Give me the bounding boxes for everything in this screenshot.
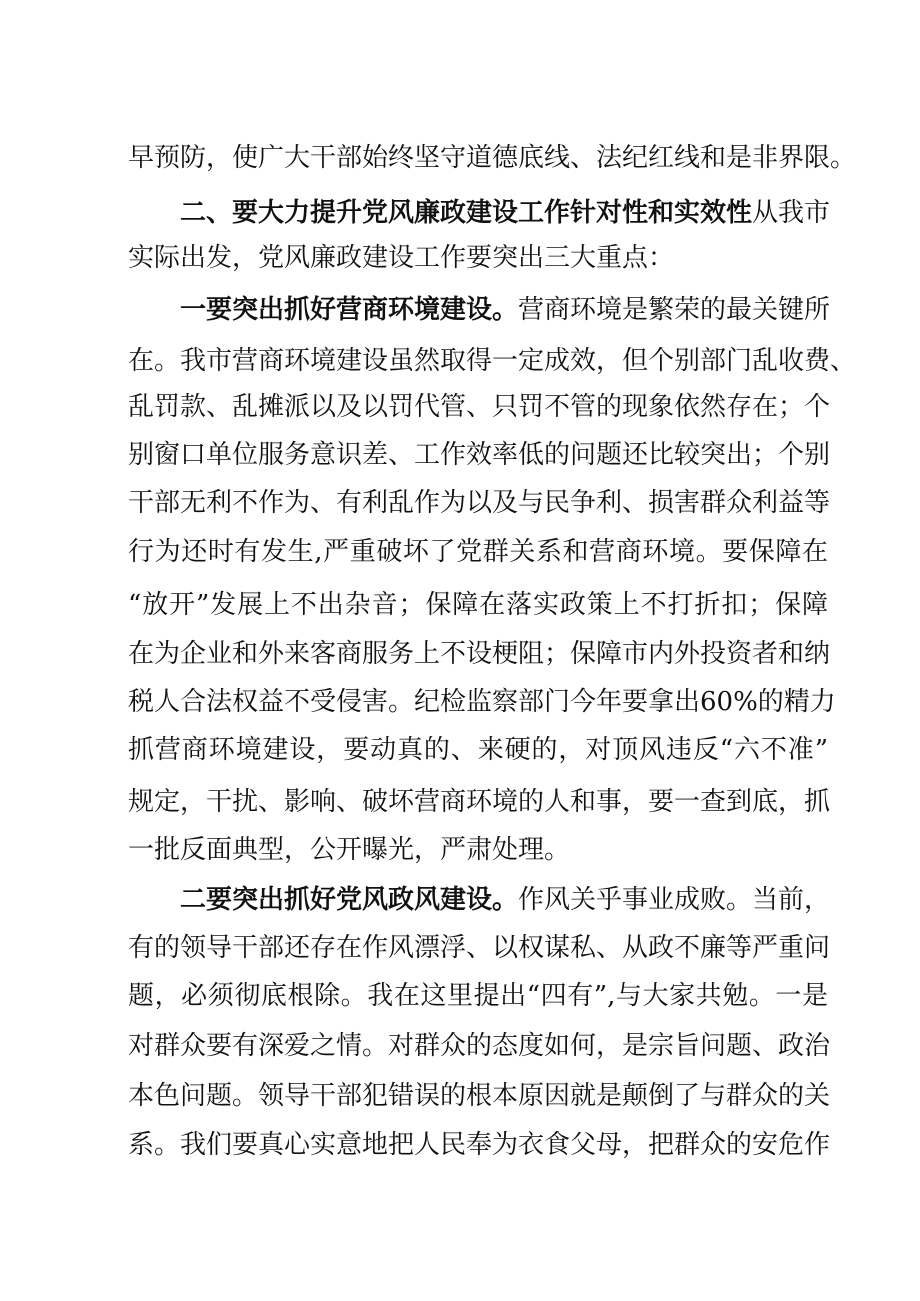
text-line: 本色问题。领导干部犯错误的根本原因就是颠倒了与群众的关: [128, 1081, 831, 1111]
subsection-heading: 一要突出抓好营商环境建设。: [180, 295, 519, 325]
text-line: 乱罚款、乱摊派以及以罚代管、只罚不管的现象依然存在；个: [128, 392, 831, 422]
text-line: 系。我们要真心实意地把人民奉为衣食父母，把群众的安危作: [128, 1130, 831, 1160]
text-line: “放开”发展上不出杂音；保障在落实政策上不打折扣；保障: [128, 590, 828, 620]
text-line: 别窗口单位服务意识差、工作效率低的问题还比较突出；个别: [128, 440, 831, 470]
text-line: 在为企业和外来客商服务上不设梗阻；保障市内外投资者和纳: [128, 639, 831, 669]
text-line: 题，必须彻底根除。我在这里提出“四有”,与大家共勉。一是: [128, 981, 828, 1011]
subsection-heading-line: 二要突出抓好党风政风建设。作风关乎事业成败。当前，: [180, 885, 831, 915]
text-line: 在。我市营商环境建设虽然取得一定成效，但个别部门乱收费、: [128, 346, 857, 376]
text-line: 干部无利不作为、有利乱作为以及与民争利、损害群众利益等: [128, 488, 831, 518]
text-line: 规定，干扰、影响、破坏营商环境的人和事，要一查到底，抓: [128, 787, 831, 817]
text-line: 税人合法权益不受侵害。纪检监察部门今年要拿出60%的精力: [128, 687, 836, 717]
text-line: 对群众要有深爱之情。对群众的态度如何，是宗旨问题、政治: [128, 1031, 831, 1061]
section-heading: 二、要大力提升党风廉政建设工作针对性和实效性: [180, 198, 753, 228]
text-line: 行为还时有发生,严重破坏了党群关系和营商环境。要保障在: [128, 537, 828, 567]
text-line: 抓营商环境建设，要动真的、来硬的，对顶风违反“六不准”: [128, 735, 828, 765]
text-line: 有的领导干部还存在作风漂浮、以权谋私、从政不廉等严重问: [128, 933, 831, 963]
subsection-heading-line: 一要突出抓好营商环境建设。营商环境是繁荣的最关键所: [180, 295, 831, 325]
section-heading-line: 二、要大力提升党风廉政建设工作针对性和实效性从我市: [180, 198, 831, 228]
text-line: 实际出发，党风廉政建设工作要突出三大重点：: [128, 243, 675, 273]
text-line: 早预防，使广大干部始终坚守道德底线、法纪红线和是非界限。: [128, 143, 857, 173]
subsection-heading: 二要突出抓好党风政风建设。: [180, 885, 519, 915]
text-line: 一批反面典型，公开曝光，严肃处理。: [128, 835, 571, 865]
